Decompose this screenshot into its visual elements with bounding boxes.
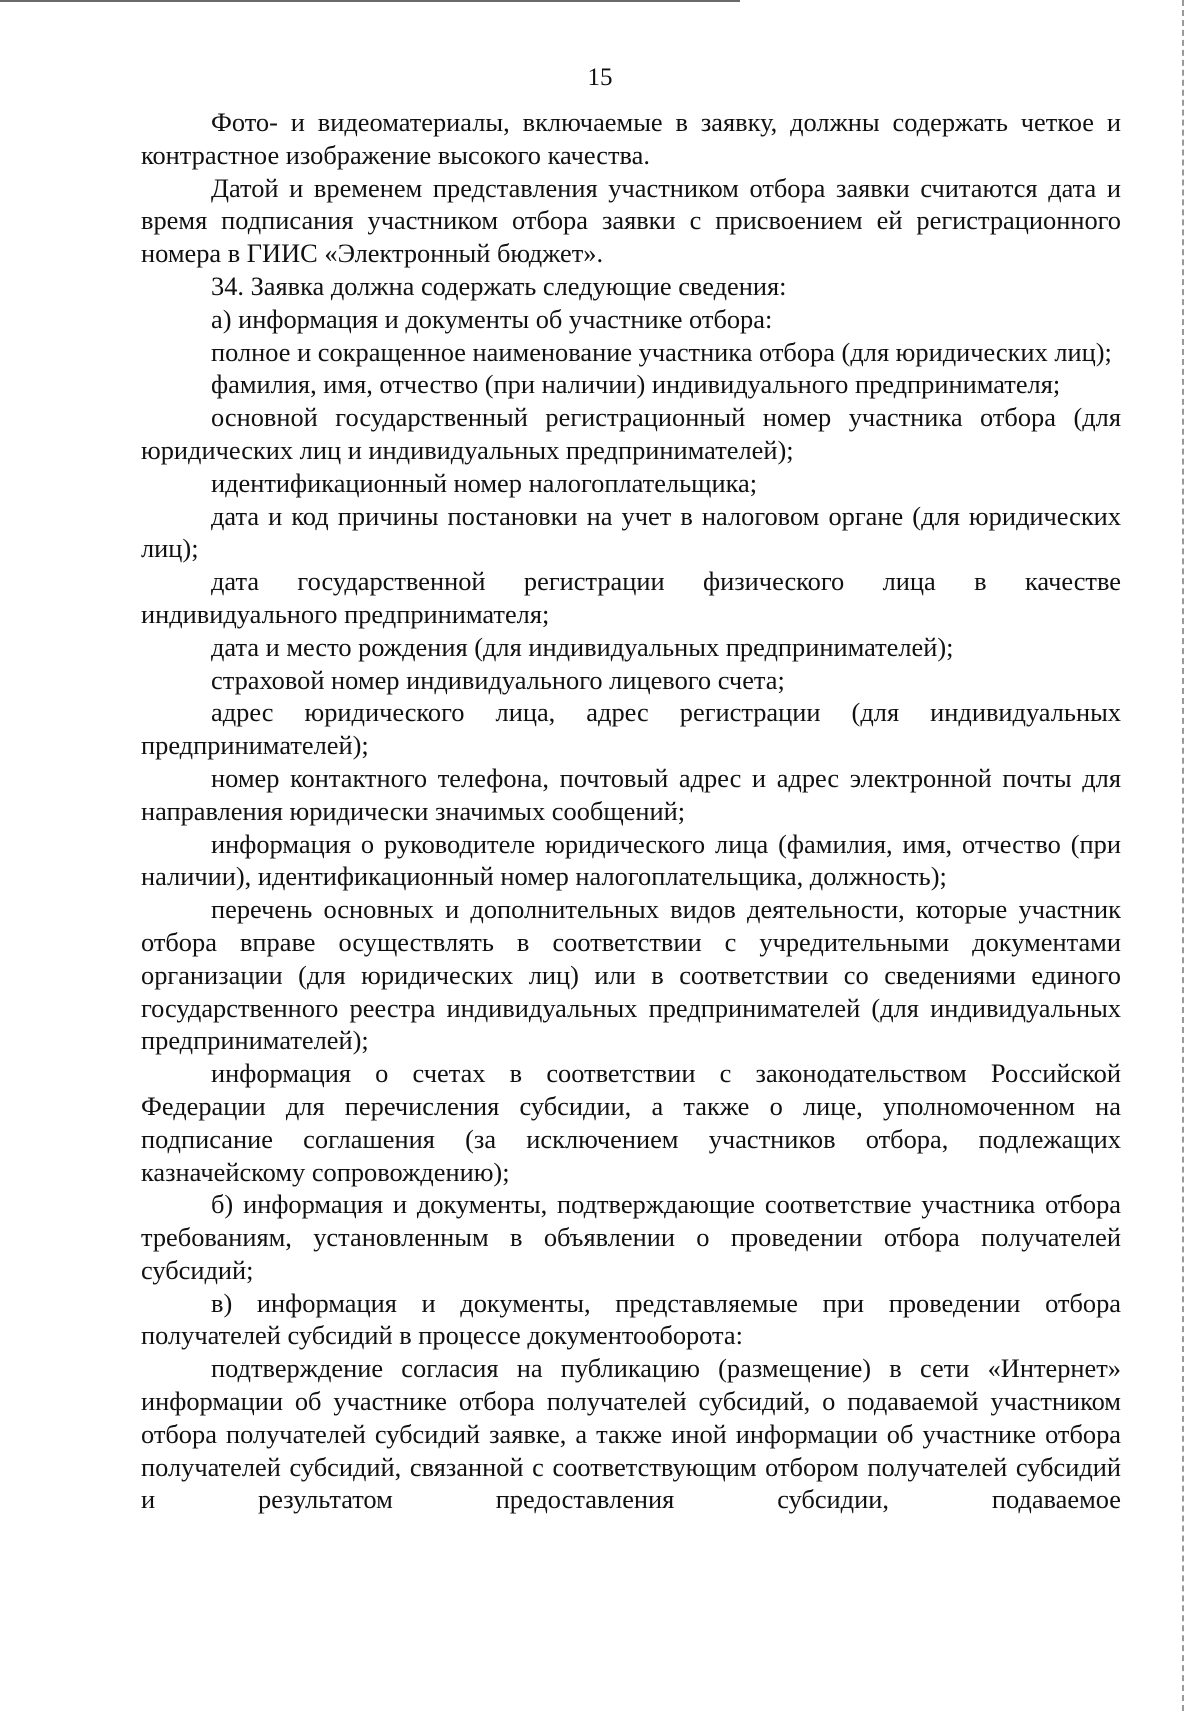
paragraph-registration-date: дата государственной регистрации физического лица в качестве индивидуального предпринимателя;	[141, 566, 1121, 629]
paragraph-full-name: полное и сокращенное наименование участника отбора (для юридических лиц);	[211, 336, 1112, 367]
scan-edge-top	[0, 0, 740, 2]
document-body	[141, 106, 1121, 1516]
paragraph-inn: идентификационный номер налогоплательщика;	[211, 467, 758, 498]
paragraph-subitem-a: а) информация и документы об участнике отбора:	[211, 303, 773, 334]
paragraph-item-34: 34. Заявка должна содержать следующие сведения:	[211, 270, 787, 301]
paragraph-snils: страховой номер индивидуального лицевого счета;	[211, 664, 785, 695]
paragraph-photo-video-materials: Фото- и видеоматериалы, включаемые в заявку, должны содержать четкое и контрастное изображение высокого качества.	[141, 107, 1121, 170]
paragraph-subitem-v: в) информация и документы, представляемые при проведении отбора получателей субсидий в процессе документооборота:	[141, 1287, 1121, 1351]
paragraph-submission-date-time: Датой и временем представления участником отбора заявки считаются дата и время подписания участником отбора заявки с присвоением ей регистрационного номера в ГИИС «Электронный бюджет».	[141, 172, 1121, 269]
paragraph-activity-types: перечень основных и дополнительных видов деятельности, которые участник отбора вправе осуществлять в соответствии с учредительными документами организации (для юридических лиц) или в соответствии со сведениями единого государственного реестра индивидуальных предпринимателей (для индивидуальных предпринимателей);	[141, 894, 1121, 1056]
paragraph-director-info: информация о руководителе юридического лица (фамилия, имя, отчество (при наличии), идентификационный номер налогоплательщика, должность);	[141, 828, 1121, 892]
paragraph-contacts: номер контактного телефона, почтовый адрес и адрес электронной почты для направления юридически значимых сообщений;	[141, 762, 1121, 826]
paragraph-entrepreneur-name: фамилия, имя, отчество (при наличии) индивидуального предпринимателя;	[211, 369, 1061, 400]
paragraph-ogrn: основной государственный регистрационный номер участника отбора (для юридических лиц и индивидуальных предпринимателей);	[141, 402, 1121, 465]
paragraph-publication-consent: подтверждение согласия на публикацию (размещение) в сети «Интернет» информации об участнике отбора получателей субсидий, о подаваемой участником отбора получателей субсидий заявке, а также иной информации об участнике отбора получателей субсидий, связанной с соответствующим отбором получателей субсидий и результатом предоставления субсидии, подаваемое	[141, 1353, 1121, 1515]
paragraph-subitem-b: б) информация и документы, подтверждающие соответствие участника отбора требованиям, установленным в объявлении о проведении отбора получателей субсидий;	[141, 1189, 1121, 1285]
scan-edge-right	[1182, 0, 1184, 1711]
page-number: 15	[587, 64, 613, 91]
paragraph-birth-date-place: дата и место рождения (для индивидуальных предпринимателей);	[211, 631, 954, 662]
paragraph-address: адрес юридического лица, адрес регистрации (для индивидуальных предпринимателей);	[141, 697, 1121, 761]
paragraph-kpp: дата и код причины постановки на учет в налоговом органе (для юридических лиц);	[141, 500, 1121, 564]
paragraph-accounts-info: информация о счетах в соответствии с законодательством Российской Федерации для перечисления субсидии, а также о лице, уполномоченном на подписание соглашения (за исключением участников отбора, подлежащих казначейскому сопровождению);	[141, 1058, 1121, 1187]
